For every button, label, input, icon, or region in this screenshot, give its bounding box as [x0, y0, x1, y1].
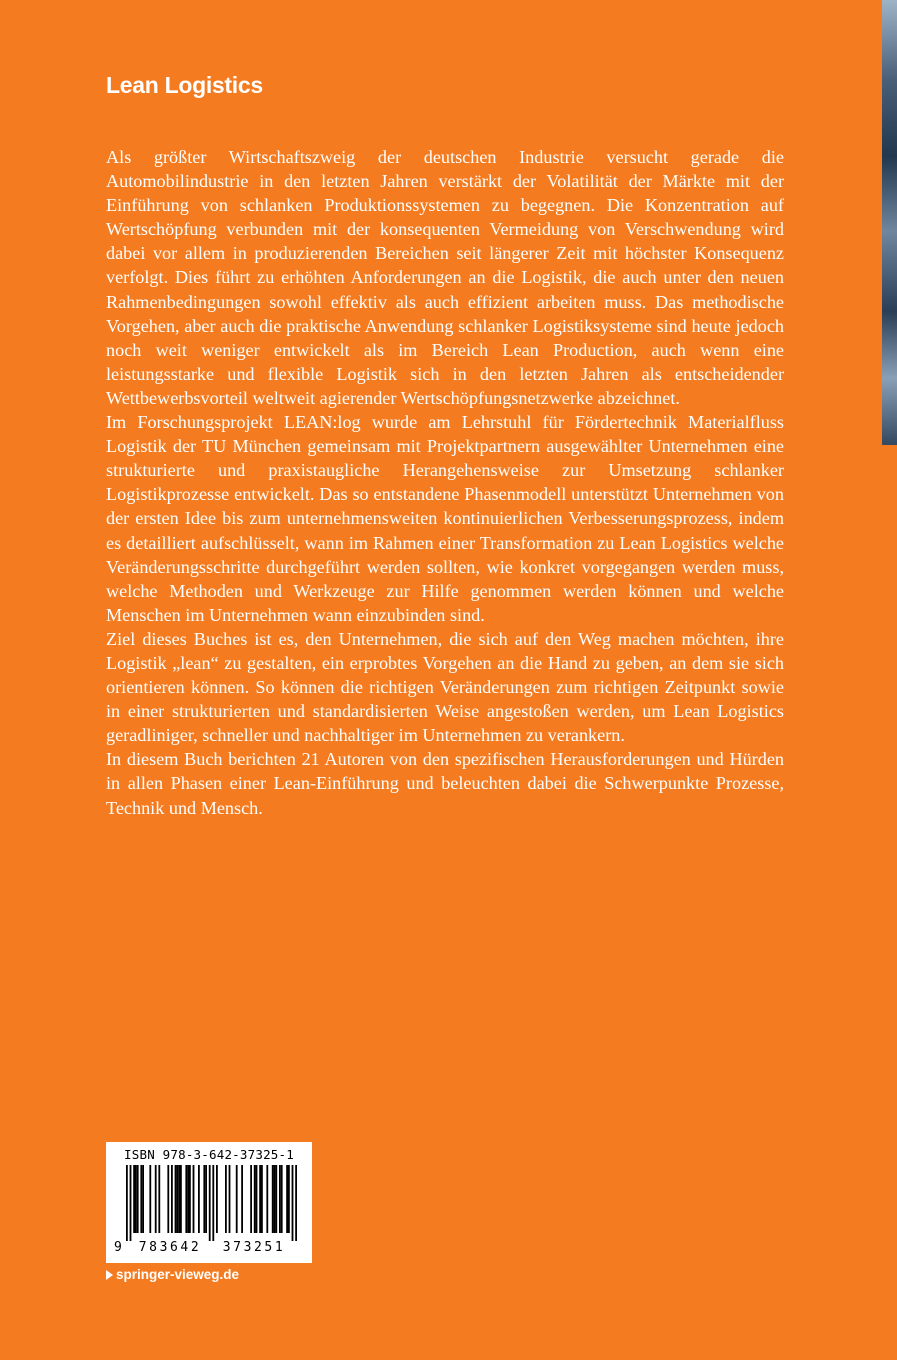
barcode-bar	[256, 1165, 258, 1233]
barcode-bar	[140, 1165, 142, 1233]
barcode-bar	[254, 1165, 256, 1233]
ean-left-group: 783642	[138, 1240, 202, 1255]
ean-first-digit: 9	[114, 1240, 122, 1255]
barcode-box	[106, 1142, 312, 1263]
barcode-bar	[171, 1165, 173, 1233]
barcode-bar	[288, 1165, 290, 1233]
barcode-bar	[281, 1165, 283, 1233]
barcode-bar	[135, 1165, 137, 1233]
barcode-bar	[229, 1165, 231, 1233]
barcode-bar	[167, 1165, 169, 1233]
blurb-paragraph: Ziel dieses Buches ist es, den Unternehmen, die sich auf den Weg machen möchten, ihre Logistik „lean“ zu gestalten, ein erprobtes Vorgehen an die Hand zu geben, an dem sie sich orientieren können. So können die richtigen Veränderungen zum richtigen Zeitpunkt sowie in einer strukturierten und standardisierten Weise angestoßen werden, um Lean Logistics geradliniger, schneller und nachhaltiger im Unternehmen zu verankern.	[106, 628, 784, 746]
barcode-bar	[241, 1165, 243, 1233]
barcode-bar	[155, 1165, 157, 1233]
barcode-bar	[193, 1165, 195, 1233]
publisher-link[interactable]	[106, 1267, 239, 1282]
front-cover-photo-edge	[882, 0, 897, 445]
barcode-bar	[272, 1165, 274, 1233]
barcode-bar	[189, 1165, 191, 1233]
barcode-bar	[261, 1165, 263, 1233]
barcode-bar	[142, 1165, 144, 1233]
barcode-icon	[114, 1165, 304, 1241]
barcode-bar	[137, 1165, 139, 1233]
barcode-bar	[266, 1165, 268, 1233]
barcode-bar	[176, 1165, 178, 1233]
barcode-bar	[187, 1165, 189, 1233]
triangle-right-icon	[106, 1270, 113, 1280]
barcode-bar	[275, 1165, 277, 1233]
barcode-bar	[212, 1165, 214, 1241]
barcode-bar	[259, 1165, 261, 1233]
blurb-paragraph: In diesem Buch berichten 21 Autoren von den spezifischen Herausforderungen und Hürden in allen Phasen einer Lean-Einführung und beleuchten dabei die Schwerpunkte Prozesse, Technik und Mensch.	[106, 749, 784, 818]
barcode-bar	[133, 1165, 135, 1233]
barcode-bar	[225, 1165, 227, 1233]
barcode-bar	[180, 1165, 182, 1233]
publisher-url: springer-vieweg.de	[116, 1267, 240, 1282]
barcode-bar	[185, 1165, 187, 1233]
barcode-bar	[286, 1165, 288, 1233]
ean-right-group: 373251	[222, 1240, 286, 1255]
barcode-bar	[126, 1165, 128, 1241]
barcode-bar	[295, 1165, 297, 1241]
barcode-bar	[209, 1165, 211, 1241]
barcode-bar	[250, 1165, 252, 1233]
ean-digits	[114, 1241, 304, 1255]
barcode-bar	[236, 1165, 238, 1233]
barcode-bar	[130, 1165, 132, 1241]
barcode-bar	[175, 1165, 177, 1233]
barcode-bar	[158, 1165, 160, 1233]
barcode-bar	[292, 1165, 294, 1241]
blurb-paragraph: Als größter Wirtschaftszweig der deutschen Industrie versucht gerade die Automobilindustrie in den letzten Jahren verstärkt der Volatilität der Märkte mit der Einführung von schlanken Produktionssystemen zu begegnen. Die Konzentration auf Wertschöpfung verbunden mit der konsequenten Vermeidung von Verschwendung wird dabei vor allem in produzierenden Bereichen seit längerer Zeit mit höchster Konsequenz verfolgt. Dies führt zu erhöhten Anforderungen an die Logistik, die auch unter den neuen Rahmenbedingungen sowohl effektiv als auch effizient arbeiten muss. Das methodische Vorgehen, aber auch die praktische Anwendung schlanker Logistiksysteme sind heute jedoch noch weit weniger entwickelt als im Bereich Lean Production, auch wenn eine leistungsstarke und flexible Logistik sich in den letzten Jahren als entscheidender Wettbewerbsvorteil weltweit agierender Wertschöpfungsnetzwerke abzeichnet.	[106, 147, 784, 408]
barcode-bar	[216, 1165, 218, 1233]
barcode-bar	[198, 1165, 200, 1233]
blurb-text	[106, 145, 784, 820]
barcode-bar	[178, 1165, 180, 1233]
blurb-paragraph: Im Forschungsprojekt LEAN:log wurde am Lehrstuhl für Fördertechnik Materialfluss Logistik der TU München gemeinsam mit Projektpartnern ausgewählter Unternehmen eine strukturierte und praxistaugliche Herangehensweise zur Umsetzung schlanker Logistikprozesse entwickelt. Das so entstandene Phasenmodell unterstützt Unternehmen von der ersten Idee bis zum unternehmensweiten kontinuierlichen Verbesserungsprozess, indem es detailliert aufschlüsselt, wann im Rahmen einer Transformation zu Lean Logistics welche Veränderungsschritte durchgeführt werden sollten, wie konkret vorgegangen werden muss, welche Methoden und Werkzeuge zur Hilfe genommen werden können und welche Menschen im Unternehmen wann einzubinden sind.	[106, 412, 784, 625]
barcode-bar	[149, 1165, 151, 1233]
book-title: Lean Logistics	[106, 72, 263, 98]
barcode-bar	[205, 1165, 207, 1233]
barcode-bar	[274, 1165, 276, 1233]
barcode-bar	[203, 1165, 205, 1233]
barcode-bar	[279, 1165, 281, 1233]
isbn-label: ISBN 978-3-642-37325-1	[124, 1147, 294, 1162]
